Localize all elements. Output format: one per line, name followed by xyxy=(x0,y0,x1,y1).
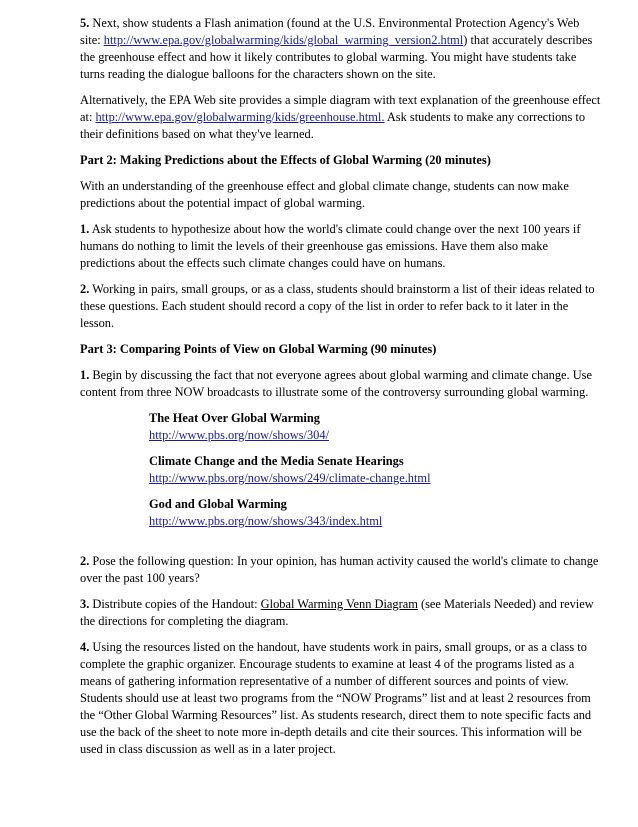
program-title: God and Global Warming xyxy=(149,497,287,511)
paragraph-text: Alternatively, the EPA Web site provides a simple diagram with text explanation of the greenhouse effect at: xyxy=(80,93,601,124)
paragraph-text: Using the resources listed on the handout, have students work in pairs, small groups, or as a class to complete the graphic organizer. Encourage students to examine at least 4 of the programs listed as a means of gathering information representative of a number of different sources and points of view. Students should use at least two programs from the “NOW Programs” list and at least 2 resources from the “Other Global Warming Resources” list. As students research, direct them to note specific facts and use the back of the sheet to note more in-depth details and cite their sources. This information will be used in class discussion as well as in a later project. xyxy=(80,640,592,756)
program-title: Climate Change and the Media Senate Hearings xyxy=(149,454,404,468)
program-entry xyxy=(149,496,602,530)
part-2-intro: With an understanding of the greenhouse effect and global climate change, students can now make predictions about the potential impact of global warming. xyxy=(80,179,569,210)
step-number: 1. xyxy=(80,222,90,236)
part-3-step-4 xyxy=(80,639,602,758)
paragraph-text: ) that accurately describes the greenhouse effect and how it likely contributes to global warming. You might have students take turns reading the dialogue balloons for the characters shown on the site. xyxy=(80,33,593,81)
part-2-step-1 xyxy=(80,221,602,272)
handout-title: Global Warming Venn Diagram xyxy=(260,597,418,611)
paragraph-text: Begin by discussing the fact that not everyone agrees about global warming and climate change. Use content from three NOW broadcasts to illustrate some of the controversy surrounding global warming. xyxy=(80,368,592,399)
step-number: 1. xyxy=(80,368,90,382)
step-number: 2. xyxy=(80,282,90,296)
program-link[interactable]: http://www.pbs.org/now/shows/304/ xyxy=(149,428,330,442)
step-number: 2. xyxy=(80,554,90,568)
step-number: 3. xyxy=(80,597,90,611)
spacer xyxy=(80,539,602,553)
part-3-step-3 xyxy=(80,596,602,630)
program-link[interactable]: http://www.pbs.org/now/shows/343/index.html xyxy=(149,514,383,528)
part-3-step-2 xyxy=(80,553,602,587)
part-3-step-1 xyxy=(80,367,602,401)
paragraph-text: Pose the following question: In your opinion, has human activity caused the world's climate to change over the past 100 years? xyxy=(80,554,599,585)
step-number: 4. xyxy=(80,640,90,654)
part-2-heading: Part 2: Making Predictions about the Effects of Global Warming (20 minutes) xyxy=(80,153,491,167)
program-entry xyxy=(149,410,602,444)
part-2-step-2 xyxy=(80,281,602,332)
program-title: The Heat Over Global Warming xyxy=(149,411,320,425)
epa-flash-link[interactable]: http://www.epa.gov/globalwarming/kids/global_warming_version2.html xyxy=(103,33,464,47)
paragraph-text: Distribute copies of the Handout: xyxy=(89,597,261,611)
program-entry xyxy=(149,453,602,487)
epa-greenhouse-link[interactable]: http://www.epa.gov/globalwarming/kids/greenhouse.html. xyxy=(95,110,385,124)
alternative-paragraph xyxy=(80,92,602,143)
paragraph-text: (see Materials Needed) and review the directions for completing the diagram. xyxy=(80,597,594,628)
paragraph-text: Ask students to hypothesize about how the world's climate could change over the next 100 years if humans do nothing to limit the levels of their greenhouse gas emissions. Have them also make predictions about the effects such climate changes could have on humans. xyxy=(80,222,581,270)
step-number: 5. xyxy=(80,16,90,30)
paragraph-text: Next, show students a Flash animation (found at the U.S. Environmental Protection Agency's Web site: xyxy=(80,16,580,47)
step-5-paragraph xyxy=(80,15,602,83)
paragraph-text: Ask students to make any corrections to their definitions based on what they've learned. xyxy=(80,110,586,141)
paragraph-text: Working in pairs, small groups, or as a class, students should brainstorm a list of their ideas related to these questions. Each student should record a copy of the list in order to refer back to it later in the lesson. xyxy=(80,282,595,330)
part-3-heading: Part 3: Comparing Points of View on Global Warming (90 minutes) xyxy=(80,342,437,356)
program-link[interactable]: http://www.pbs.org/now/shows/249/climate-change.html xyxy=(149,471,431,485)
